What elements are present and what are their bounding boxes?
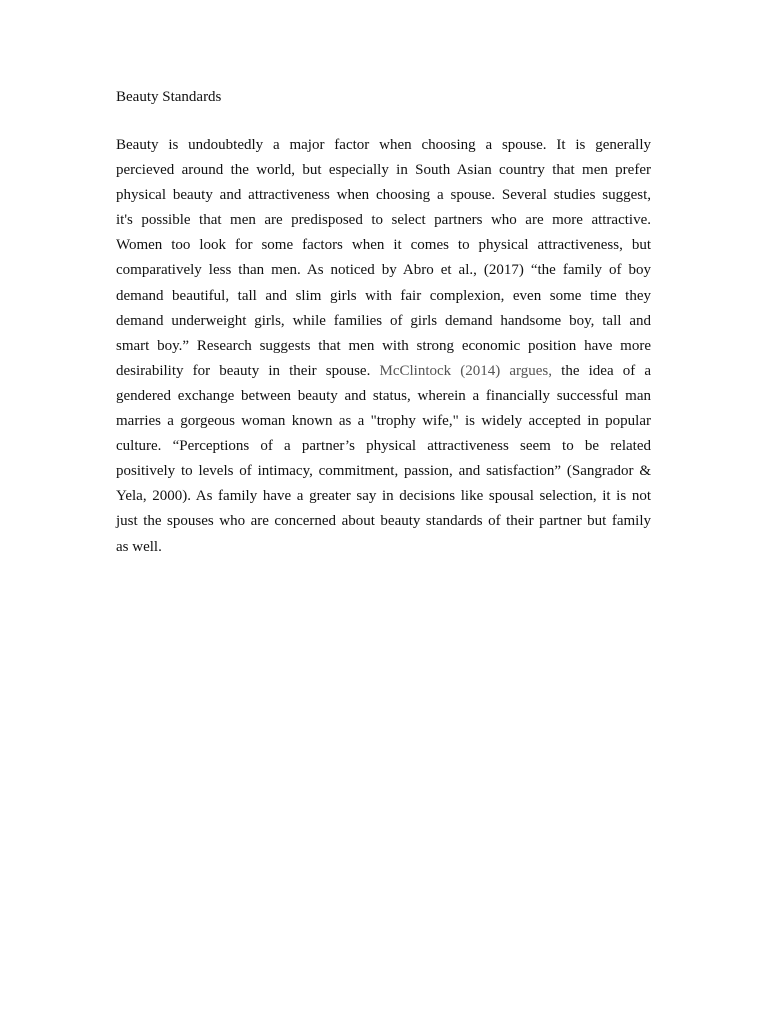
paragraph-line-16: just the spouses who are concerned about beauty standards of their partner but family (116, 513, 651, 530)
paragraph-line-15: Yela, 2000). As family have a greater say in decisions like spousal selection, it is not (116, 488, 651, 505)
paragraph-line-2: percieved around the world, but especially in South Asian country that men prefer (116, 162, 651, 179)
paragraph-line-7: demand beautiful, tall and slim girls with fair complexion, even some time they (116, 287, 651, 304)
paragraph-line-14: positively to levels of intimacy, commitment, passion, and satisfaction” (Sangrador & (116, 463, 651, 480)
paragraph-line-3: physical beauty and attractiveness when choosing a spouse. Several studies suggest, (116, 187, 651, 204)
paragraph-line-6: comparatively less than men. As noticed by Abro et al., (2017) “the family of boy (116, 262, 651, 279)
paragraph-line-9: smart boy.” Research suggests that men with strong economic position have more (116, 337, 651, 354)
paragraph-line-1: Beauty is undoubtedly a major factor when choosing a spouse. It is generally (116, 137, 651, 153)
paragraph-line-13: culture. “Perceptions of a partner’s physical attractiveness seem to be related (116, 438, 651, 455)
paragraph-line-5: Women too look for some factors when it comes to physical attractiveness, but (116, 237, 651, 254)
paragraph-line-8: demand underweight girls, while families of girls demand handsome boy, tall and (116, 312, 651, 329)
line-10-pre: desirability for beauty in their spouse. (116, 362, 380, 379)
paragraph-line-12: marries a gorgeous woman known as a "trophy wife," is widely accepted in popular (116, 413, 651, 430)
line-10-post: the idea of a (552, 362, 652, 379)
paragraph-line-11: gendered exchange between beauty and status, wherein a financially successful man (116, 387, 651, 404)
body-paragraph (116, 133, 651, 560)
paragraph-line-4: it's possible that men are predisposed to select partners who are more attractive. (116, 212, 651, 229)
paragraph-line-10 (116, 359, 651, 384)
document-title: Beauty Standards (116, 89, 222, 105)
paragraph-line-17: as well. (116, 538, 162, 555)
citation-mcclintock: McClintock (2014) argues, (379, 362, 553, 379)
